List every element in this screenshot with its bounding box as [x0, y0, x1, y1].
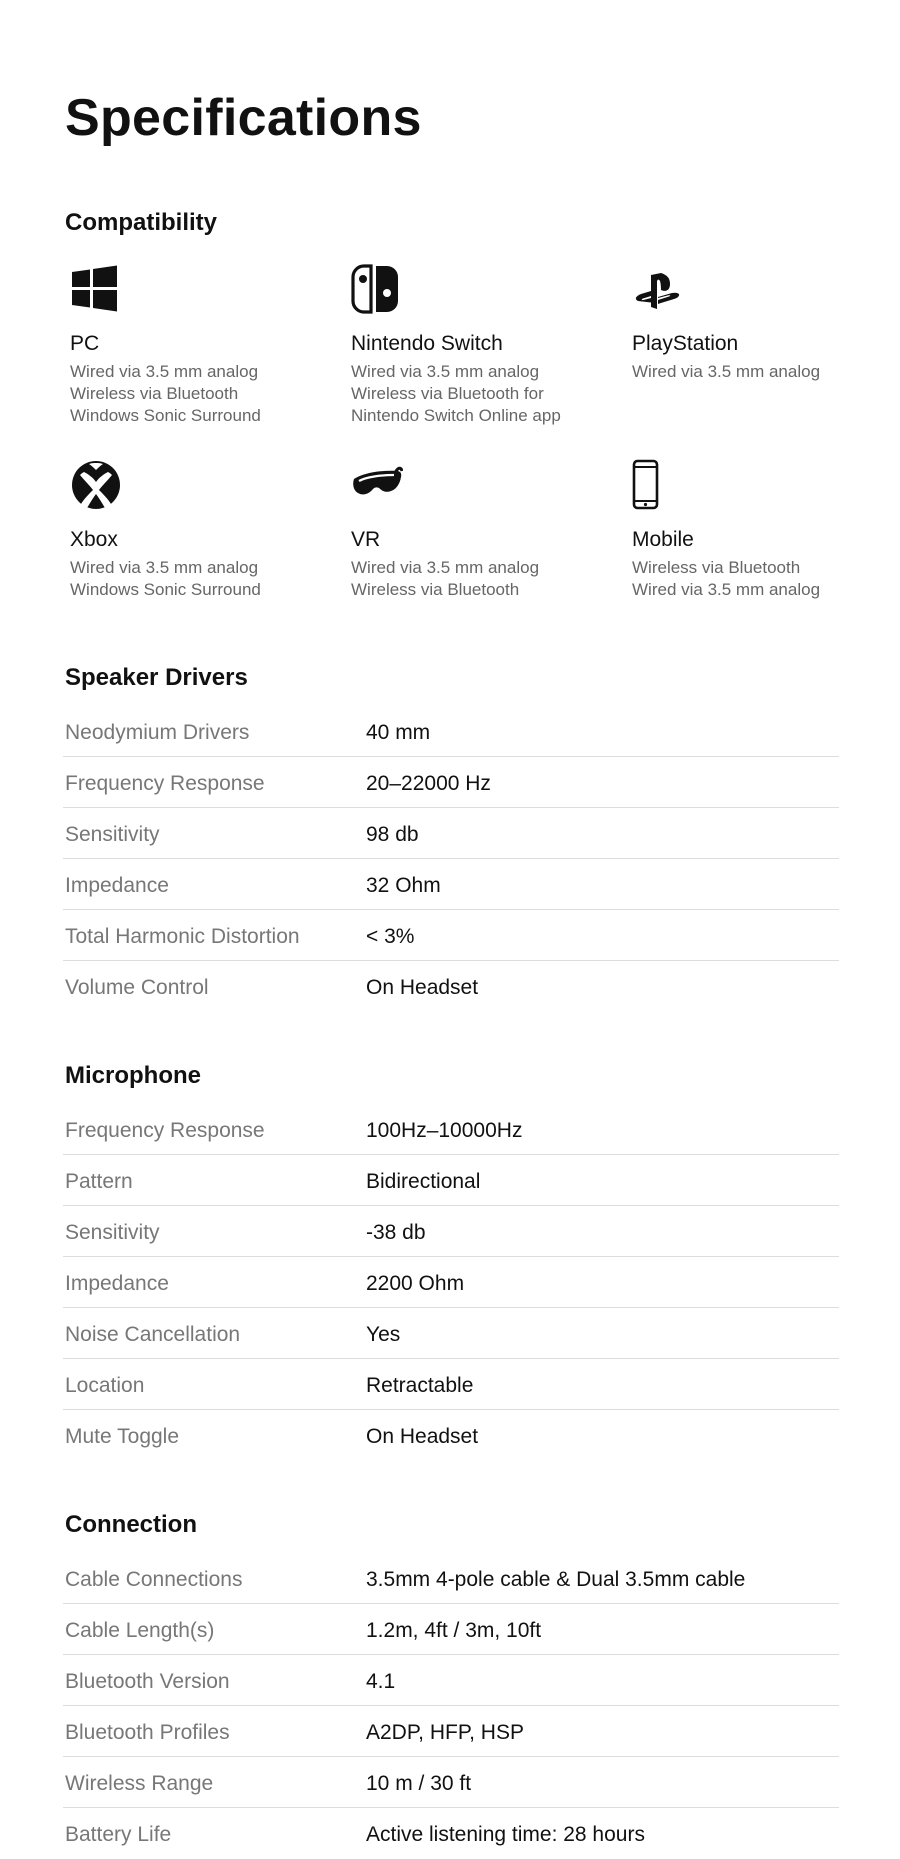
compat-details	[70, 361, 261, 427]
compat-detail: Wired via 3.5 mm analog	[70, 558, 259, 577]
compat-detail: Wireless via Bluetooth for	[351, 384, 544, 403]
spec-row	[63, 1553, 839, 1604]
compat-details	[70, 557, 261, 601]
nintendo-switch-icon	[351, 263, 403, 315]
mobile-phone-icon	[632, 459, 684, 511]
spec-label: Cable Connections	[65, 1568, 243, 1591]
microphone-table	[63, 1104, 839, 1461]
spec-value: Retractable	[366, 1374, 474, 1397]
compat-detail: Wireless via Bluetooth	[632, 558, 801, 577]
spec-label: Mute Toggle	[65, 1425, 180, 1448]
spec-label: Bluetooth Version	[65, 1670, 230, 1693]
compat-name: Nintendo Switch	[351, 332, 503, 355]
spec-value: < 3%	[366, 925, 415, 948]
spec-label: Neodymium Drivers	[65, 721, 250, 744]
spec-label: Impedance	[65, 1272, 169, 1295]
compat-detail: Wired via 3.5 mm analog	[351, 362, 540, 381]
spec-label: Pattern	[65, 1170, 133, 1193]
spec-row	[63, 1757, 839, 1808]
connection-table	[63, 1553, 839, 1859]
compat-details	[351, 557, 539, 601]
compat-detail: Windows Sonic Surround	[70, 580, 261, 599]
compat-detail: Wired via 3.5 mm analog	[351, 558, 540, 577]
spec-value: Active listening time: 28 hours	[366, 1823, 645, 1846]
compatibility-section-title: Compatibility	[65, 209, 218, 236]
spec-row	[63, 1257, 839, 1308]
compat-name: PC	[70, 332, 100, 355]
spec-value: 3.5mm 4-pole cable & Dual 3.5mm cable	[366, 1568, 746, 1591]
spec-row	[63, 757, 839, 808]
spec-label: Noise Cancellation	[65, 1323, 241, 1346]
spec-row	[63, 706, 839, 757]
spec-label: Total Harmonic Distortion	[65, 925, 300, 948]
spec-value: On Headset	[366, 1425, 479, 1448]
spec-label: Sensitivity	[65, 823, 160, 846]
spec-value: 98 db	[366, 823, 419, 846]
compat-name: Mobile	[632, 528, 694, 551]
compat-detail: Windows Sonic Surround	[70, 406, 261, 425]
compat-details	[632, 557, 820, 601]
spec-value: 40 mm	[366, 721, 431, 744]
compat-name: PlayStation	[632, 332, 739, 355]
spec-label: Sensitivity	[65, 1221, 160, 1244]
spec-row	[63, 1808, 839, 1859]
spec-row	[63, 1155, 839, 1206]
compat-detail: Wired via 3.5 mm analog	[632, 362, 821, 381]
spec-label: Location	[65, 1374, 145, 1397]
spec-row	[63, 1206, 839, 1257]
spec-row	[63, 1410, 839, 1461]
spec-row	[63, 859, 839, 910]
spec-row	[63, 961, 839, 1012]
microphone-section-title: Microphone	[65, 1062, 201, 1089]
spec-value: On Headset	[366, 976, 479, 999]
spec-row	[63, 1359, 839, 1410]
spec-label: Bluetooth Profiles	[65, 1721, 230, 1744]
compat-detail: Wireless via Bluetooth	[70, 384, 239, 403]
compat-detail: Wireless via Bluetooth	[351, 580, 520, 599]
playstation-icon	[632, 263, 684, 315]
compat-detail: Wired via 3.5 mm analog	[70, 362, 259, 381]
spec-value: 32 Ohm	[366, 874, 441, 897]
spec-label: Battery Life	[65, 1823, 172, 1846]
spec-value: 1.2m, 4ft / 3m, 10ft	[366, 1619, 542, 1642]
spec-value: 4.1	[366, 1670, 396, 1693]
spec-row	[63, 910, 839, 961]
spec-row	[63, 1104, 839, 1155]
vr-headset-icon	[351, 459, 403, 511]
compat-name: Xbox	[70, 528, 118, 551]
compat-detail: Nintendo Switch Online app	[351, 406, 561, 425]
spec-row	[63, 1308, 839, 1359]
spec-label: Impedance	[65, 874, 169, 897]
spec-value: A2DP, HFP, HSP	[366, 1721, 524, 1744]
compat-detail: Wired via 3.5 mm analog	[632, 580, 821, 599]
page-title: Specifications	[65, 89, 422, 147]
spec-row	[63, 808, 839, 859]
spec-value: 100Hz–10000Hz	[366, 1119, 523, 1142]
speaker-drivers-table	[63, 706, 839, 1012]
spec-label: Cable Length(s)	[65, 1619, 215, 1642]
spec-row	[63, 1604, 839, 1655]
spec-label: Volume Control	[65, 976, 209, 999]
spec-row	[63, 1655, 839, 1706]
spec-value: -38 db	[366, 1221, 426, 1244]
spec-value: 10 m / 30 ft	[366, 1772, 472, 1795]
spec-label: Wireless Range	[65, 1772, 214, 1795]
spec-label: Frequency Response	[65, 1119, 265, 1142]
windows-icon	[70, 263, 122, 315]
compat-details	[632, 361, 820, 383]
compat-details	[351, 361, 561, 427]
compat-name: VR	[351, 528, 381, 551]
xbox-icon	[70, 459, 122, 511]
connection-section-title: Connection	[65, 1511, 197, 1538]
speaker-drivers-section-title: Speaker Drivers	[65, 664, 248, 691]
spec-label: Frequency Response	[65, 772, 265, 795]
spec-value: 20–22000 Hz	[366, 772, 491, 795]
spec-value: Yes	[366, 1323, 401, 1346]
spec-row	[63, 1706, 839, 1757]
spec-value: Bidirectional	[366, 1170, 481, 1193]
spec-value: 2200 Ohm	[366, 1272, 465, 1295]
